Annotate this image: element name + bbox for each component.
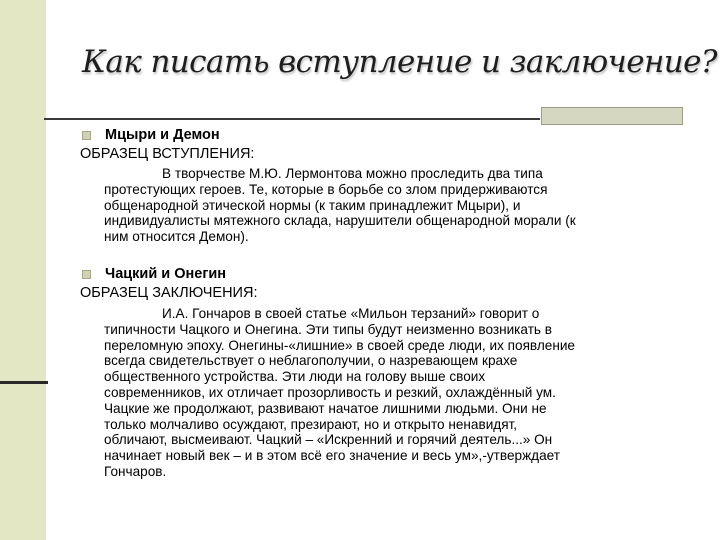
paragraph-line: И.А. Гончаров в своей статье «Мильон терзаний» говорит о — [162, 306, 540, 321]
paragraph-line: общенародной этической нормы (к таким принадлежит Мцыри), и — [104, 197, 521, 213]
paragraph-line: Гончаров. — [104, 463, 167, 479]
paragraph-line: общественного устройства. Эти люди на голову выше своих — [104, 369, 486, 385]
intro-sample-label: ОБРАЗЕЦ ВСТУПЛЕНИЯ: — [80, 146, 255, 162]
side-decor-rule — [0, 381, 48, 384]
paragraph-line: ним относится Демон). — [104, 229, 249, 245]
paragraph-line: переломную эпоху. Онегины-«лишние» в своей среде люди, их появление — [104, 337, 575, 353]
paragraph-line: всегда свидетельствует о неблагополучии, о назревающем крахе — [104, 353, 518, 369]
paragraph-line: В творчестве М.Ю. Лермонтова можно проследить два типа — [162, 166, 543, 181]
square-bullet-icon — [82, 270, 91, 279]
bullet-text: Чацкий и Онегин — [105, 266, 227, 282]
intro-sample-paragraph — [104, 166, 664, 245]
bullet-item-chatsky-onegin — [82, 266, 226, 282]
paragraph-line: только молчаливо осуждают, презирают, но и открыто ненавидят, — [104, 416, 518, 432]
paragraph-line: современников, их отличает прозорливость и резкий, охлаждённый ум. — [104, 384, 556, 400]
paragraph-line: начинает новый век – и в этом всё его значение и весь ум»,-утверждает — [104, 448, 560, 464]
paragraph-line: протестующих героев. Те, которые в борьбе со злом придерживаются — [104, 181, 548, 197]
conclusion-sample-label: ОБРАЗЕЦ ЗАКЛЮЧЕНИЯ: — [80, 285, 258, 301]
bullet-item-mtsyri-demon — [82, 127, 220, 143]
paragraph-line: индивидуалисты мятежного склада, нарушители общенародной морали (к — [104, 213, 576, 229]
paragraph-line: Чацкие же продолжают, развивают начатое лишними людьми. Они не — [104, 400, 547, 416]
title-underline — [44, 118, 540, 120]
side-decor-band — [0, 0, 46, 540]
bullet-text: Мцыри и Демон — [105, 127, 220, 143]
square-bullet-icon — [82, 131, 91, 140]
paragraph-line: обличают, высмеивают. Чацкий – «Искренний и горячий деятель...» Он — [104, 432, 553, 448]
conclusion-sample-paragraph — [104, 306, 664, 480]
slide-title: Как писать вступление и заключение? — [82, 44, 717, 80]
title-accent-box — [541, 107, 683, 125]
paragraph-line: типичности Чацкого и Онегина. Эти типы будут неизменно возникать в — [104, 321, 552, 337]
